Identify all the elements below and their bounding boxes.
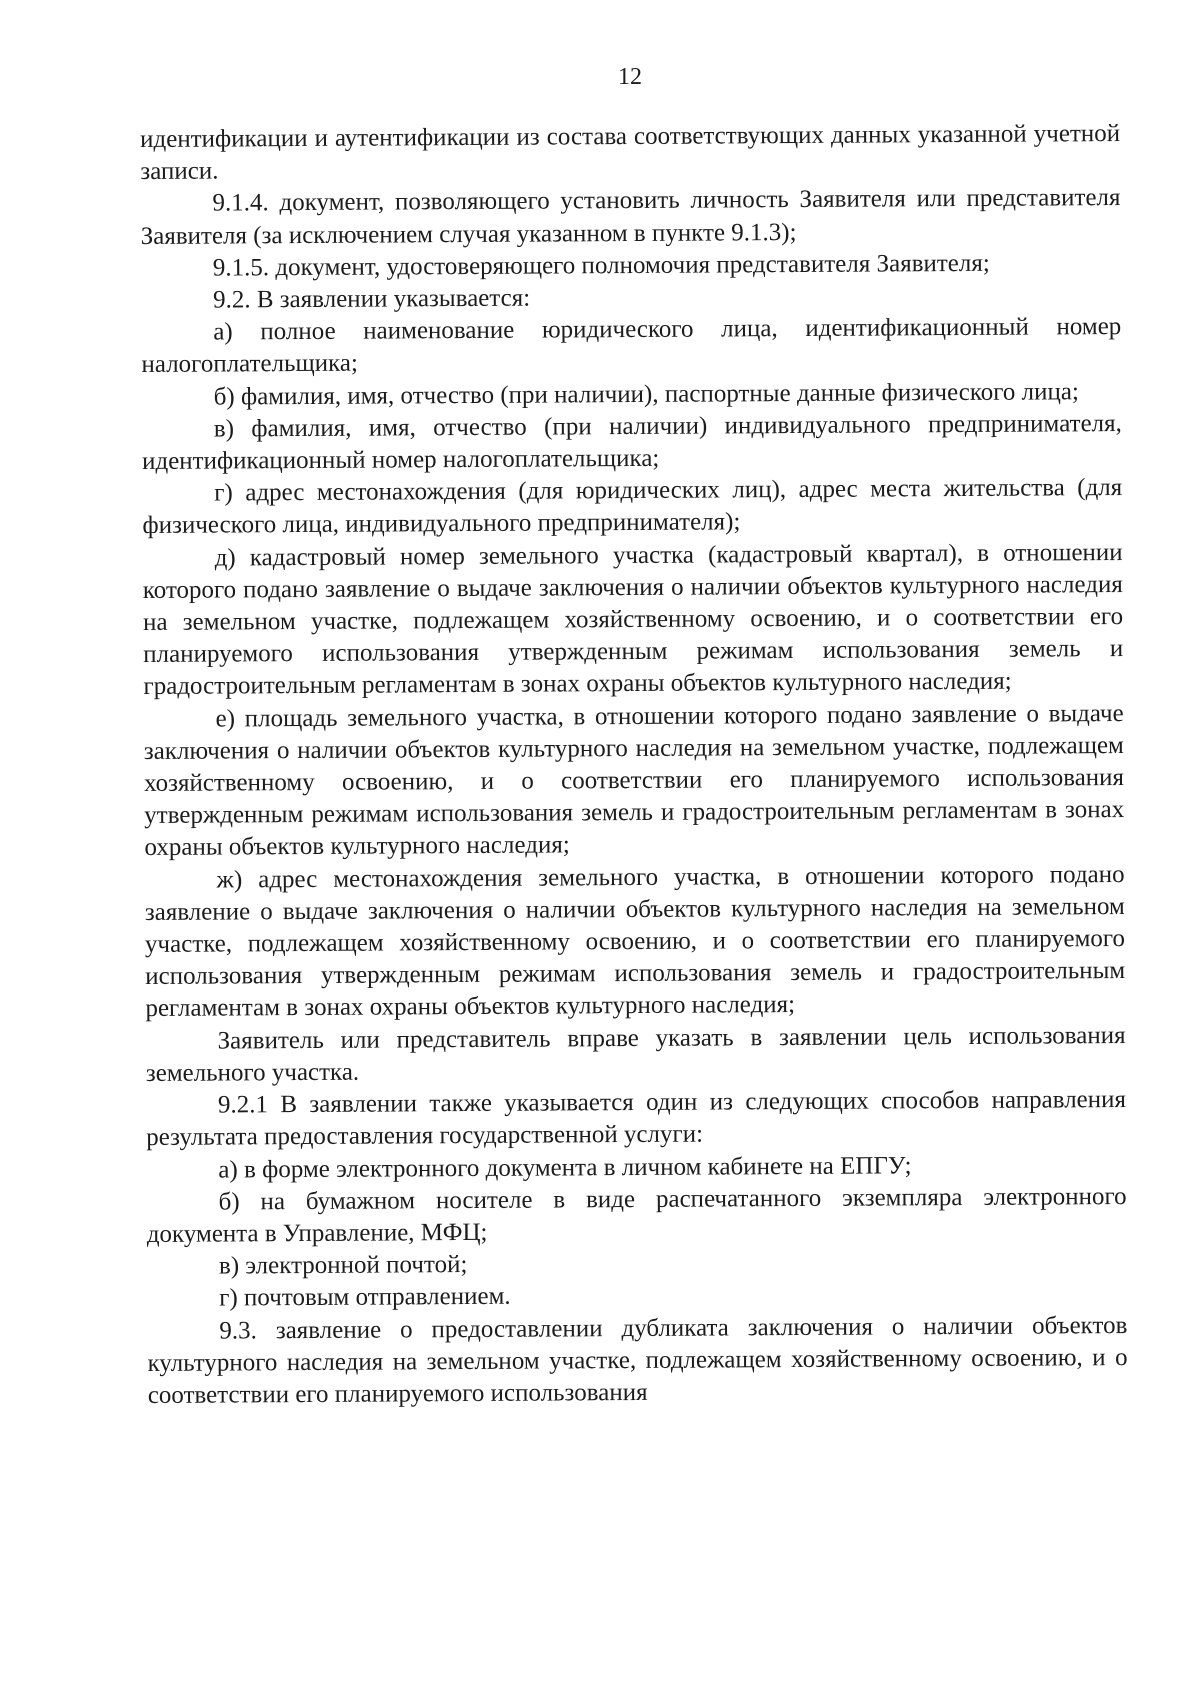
list-item-v: в) фамилия, имя, отчество (при наличии) индивидуального предпринимателя, идентификационный номер налогоплательщика; [141,409,1122,476]
paragraph-9-2-1: 9.2.1 В заявлении также указывается один из следующих способов направления результата предоставления государственной услуги: [146,1086,1127,1152]
paragraph-9-3: 9.3. заявление о предоставлении дубликата заключения о наличии объектов культурного наследия на земельном участке, подлежащем хозяйственному освоению, и о соответствии его планируемого использования [147,1311,1128,1409]
document-body [140,118,1128,1412]
paragraph-purpose: Заявитель или представитель вправе указать в заявлении цель использования земельного участка. [145,1021,1126,1087]
paragraph-9-1-4: 9.1.4. документ, позволяющего установить личность Заявителя или представителя Заявителя (за исключением случая указанном в пункте 9.1.3); [140,184,1121,250]
delivery-item-a: а) в форме электронного документа в личном кабинете на ЕПГУ; [218,1151,912,1184]
paragraph-9-1-5: 9.1.5. документ, удостоверяющего полномочия представителя Заявителя; [212,249,990,282]
delivery-item-v: в) электронной почтой; [218,1251,468,1280]
list-item-g: г) адрес местонахождения (для юридических лиц), адрес места жительства (для физического лица, индивидуального предпринимателя); [142,474,1123,540]
paragraph-9-2: 9.2. В заявлении указывается: [212,284,531,314]
list-item-e: е) площадь земельного участка, в отношении которого подано заявление о выдаче заключения о наличии объектов культурного наследия на земельном участке, подлежащем хозяйственному освоению, и о соответствии его планируемого использования утвержденным режимам использования земель и градостроительным регламентам в зонах охраны объектов культурного наследия; [143,699,1125,862]
list-item-b: б) фамилия, имя, отчество (при наличии), паспортные данные физического лица; [213,377,1079,411]
list-item-a: а) полное наименование юридического лица, идентификационный номер налогоплательщика; [141,313,1122,379]
list-item-zh: ж) адрес местонахождения земельного участка, в отношении которого подано заявление о выдаче заключения о наличии объектов культурного наследия на земельном участке, подлежащем хозяйственному освоению, и о соответствии его планируемого использования утвержденным режимам использования земель и градостроительным регламентам в зонах охраны объектов культурного наследия; [144,860,1126,1023]
list-item-d: д) кадастровый номер земельного участка (кадастровый квартал), в отношении которого подано заявление о выдаче заключения о наличии объектов культурного наследия на земельном участке, подлежащем хозяйственному освоению, и о соответствии его планируемого использования утвержденным режимам использования земель и градостроительным регламентам в зонах охраны объектов культурного наследия; [142,538,1124,701]
paragraph-continuation: идентификации и аутентификации из состава соответствующих данных указанной учетной записи. [140,120,1121,186]
delivery-item-b: б) на бумажном носителе в виде распечатанного экземпляра электронного документа в Управление, МФЦ; [146,1182,1127,1248]
delivery-item-g: г) почтовым отправлением. [219,1283,511,1312]
page-number: 12 [618,64,642,90]
